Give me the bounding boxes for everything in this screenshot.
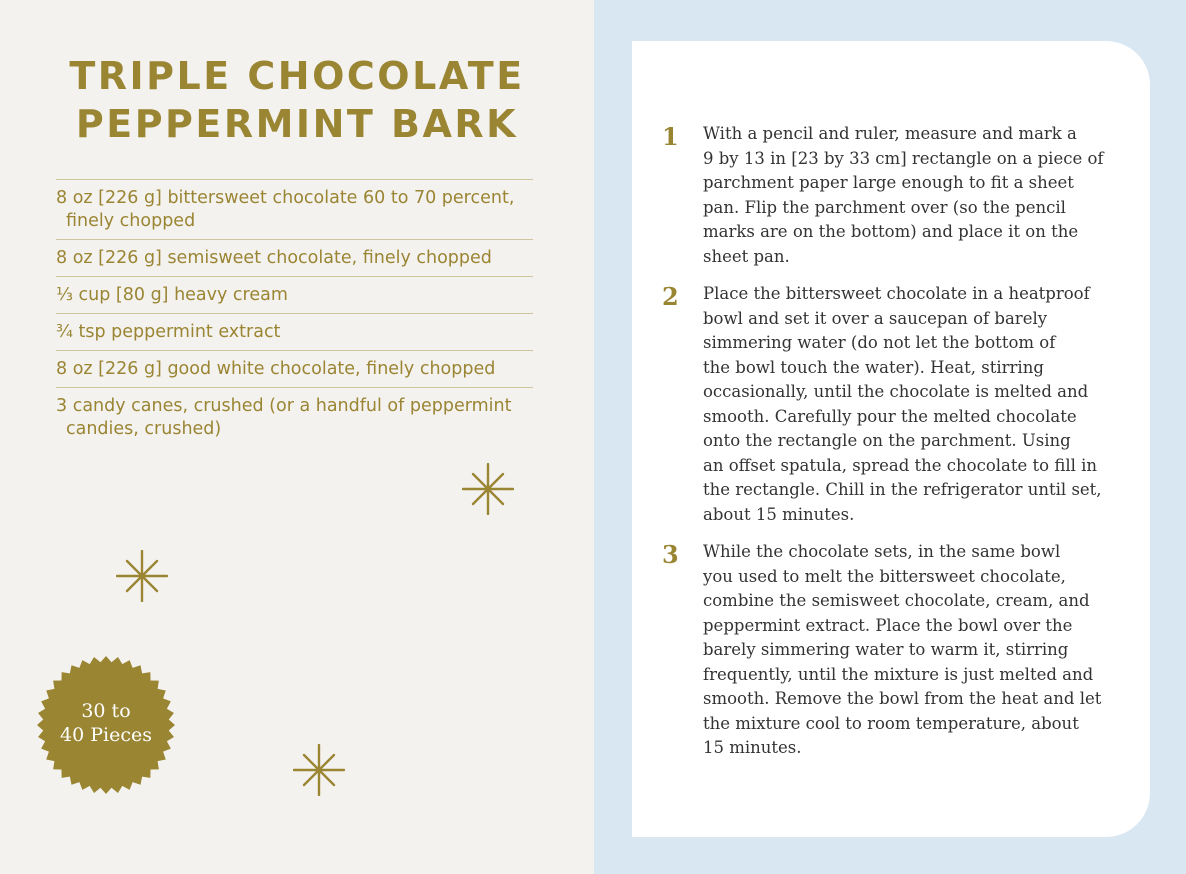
- sparkle-icon: [293, 744, 345, 796]
- ingredient-item: ¾ tsp peppermint extract: [56, 314, 533, 351]
- step-number: 3: [662, 540, 679, 569]
- ingredient-item: 3 candy canes, crushed (or a handful of peppermint candies, crushed): [56, 396, 512, 439]
- yield-text: [36, 699, 176, 747]
- yield-seal-badge: [36, 655, 176, 795]
- step-text: With a pencil and ruler, measure and mark a 9 by 13 in [23 by 33 cm] rectangle on a piece of parchment paper large enough to fit a sheet pan. Flip the parchment over (so the pencil marks are on the bottom) and place it on the sheet pan.: [703, 124, 1104, 266]
- recipe-title-line-1: TRIPLE CHOCOLATE: [69, 54, 525, 98]
- sparkle-icon: [116, 550, 168, 602]
- method-step: [660, 122, 1130, 269]
- method-step: [660, 282, 1130, 527]
- ingredient-item: 8 oz [226 g] good white chocolate, finely chopped: [56, 351, 533, 388]
- step-number: 1: [662, 122, 679, 151]
- step-text: Place the bittersweet chocolate in a heatproof bowl and set it over a saucepan of barely simmering water (do not let the bottom of the bowl touch the water). Heat, stirring occasionally, until the chocolate is melted and smooth. Carefully pour the melted chocolate onto the rectangle on the parchment. Using an offset spatula, spread the chocolate to fill in the rectangle. Chill in the refrigerator until set, about 15 minutes.: [703, 284, 1102, 524]
- ingredient-list: [56, 179, 533, 447]
- ingredient-item: ⅓ cup [80 g] heavy cream: [56, 277, 533, 314]
- step-text: While the chocolate sets, in the same bowl you used to melt the bittersweet chocolate, combine the semisweet chocolate, cream, and peppermint extract. Place the bowl over the barely simmering water to warm it, stirring frequently, until the mixture is just melted and smooth. Remove the bowl from the heat and let the mixture cool to room temperature, about 15 minutes.: [703, 542, 1102, 757]
- recipe-title-line-2: PEPPERMINT BARK: [75, 102, 519, 146]
- ingredient-item: 8 oz [226 g] semisweet chocolate, finely chopped: [56, 240, 533, 277]
- yield-line-1: 30 to: [81, 700, 131, 722]
- recipe-title: [0, 52, 594, 148]
- ingredient-item: 8 oz [226 g] bittersweet chocolate 60 to 70 percent, finely chopped: [56, 180, 533, 240]
- step-number: 2: [662, 282, 679, 311]
- method-step: [660, 540, 1130, 761]
- sparkle-icon: [462, 463, 514, 515]
- yield-line-2: 40 Pieces: [60, 724, 152, 746]
- method-steps: [660, 122, 1130, 774]
